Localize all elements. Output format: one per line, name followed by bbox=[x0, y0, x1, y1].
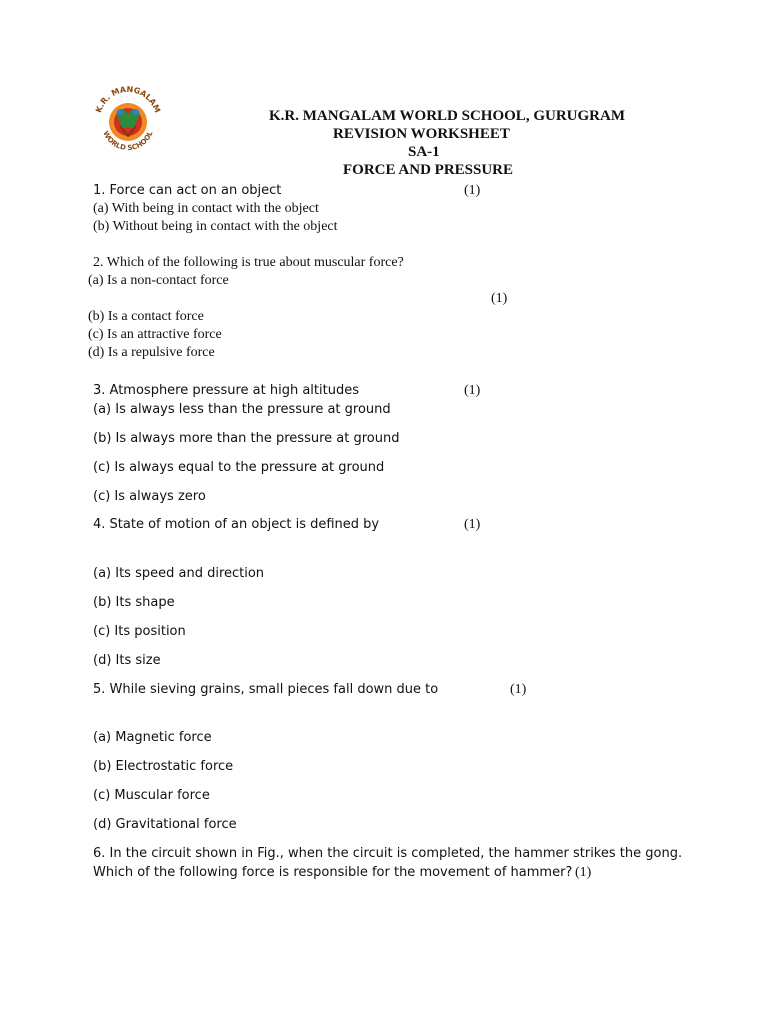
term-label: SA-1 bbox=[408, 144, 440, 160]
question-2: 2. Which of the following is true about muscular force? bbox=[93, 255, 404, 270]
question-6-line1: 6. In the circuit shown in Fig., when the circuit is completed, the hammer strikes the gong. bbox=[93, 846, 683, 861]
question-2-marks: (1) bbox=[491, 291, 508, 306]
question-5: 5. While sieving grains, small pieces fall down due to bbox=[93, 682, 439, 697]
question-1-marks: (1) bbox=[464, 183, 481, 198]
question-4-marks: (1) bbox=[464, 517, 481, 532]
school-logo bbox=[90, 84, 166, 156]
logo-text-bottom: WORLD SCHOOL bbox=[101, 129, 155, 153]
q5-option-a: (a) Magnetic force bbox=[93, 730, 212, 745]
q3-option-d: (c) Is always zero bbox=[93, 489, 206, 504]
q2-option-d: (d) Is a repulsive force bbox=[88, 345, 215, 360]
q1-option-a: (a) With being in contact with the object bbox=[93, 201, 319, 216]
q3-option-a: (a) Is always less than the pressure at ground bbox=[93, 402, 391, 417]
question-6-line2: Which of the following force is responsible for the movement of hammer? bbox=[93, 865, 573, 880]
q4-option-b: (b) Its shape bbox=[93, 595, 175, 610]
q5-option-d: (d) Gravitational force bbox=[93, 817, 237, 832]
q2-option-b: (b) Is a contact force bbox=[88, 309, 204, 324]
q3-option-c: (c) Is always equal to the pressure at ground bbox=[93, 460, 385, 475]
logo-text-top: K.R. MANGALAM bbox=[94, 84, 162, 114]
q2-option-c: (c) Is an attractive force bbox=[88, 327, 222, 342]
question-3: 3. Atmosphere pressure at high altitudes bbox=[93, 383, 359, 398]
q5-option-b: (b) Electrostatic force bbox=[93, 759, 234, 774]
topic-title: FORCE AND PRESSURE bbox=[343, 162, 514, 178]
q1-option-b: (b) Without being in contact with the object bbox=[93, 219, 338, 234]
worksheet-title: REVISION WORKSHEET bbox=[333, 126, 510, 142]
q3-option-b: (b) Is always more than the pressure at ground bbox=[93, 431, 400, 446]
q4-option-d: (d) Its size bbox=[93, 653, 161, 668]
q4-option-a: (a) Its speed and direction bbox=[93, 566, 265, 581]
question-1: 1. Force can act on an object bbox=[93, 183, 282, 198]
q5-option-c: (c) Muscular force bbox=[93, 788, 210, 803]
school-name: K.R. MANGALAM WORLD SCHOOL, GURUGRAM bbox=[269, 108, 625, 124]
question-6-marks: (1) bbox=[575, 865, 592, 880]
question-4: 4. State of motion of an object is defined by bbox=[93, 517, 380, 532]
q2-option-a: (a) Is a non-contact force bbox=[88, 273, 229, 288]
q4-option-c: (c) Its position bbox=[93, 624, 186, 639]
question-3-marks: (1) bbox=[464, 383, 481, 398]
question-5-marks: (1) bbox=[510, 682, 527, 697]
